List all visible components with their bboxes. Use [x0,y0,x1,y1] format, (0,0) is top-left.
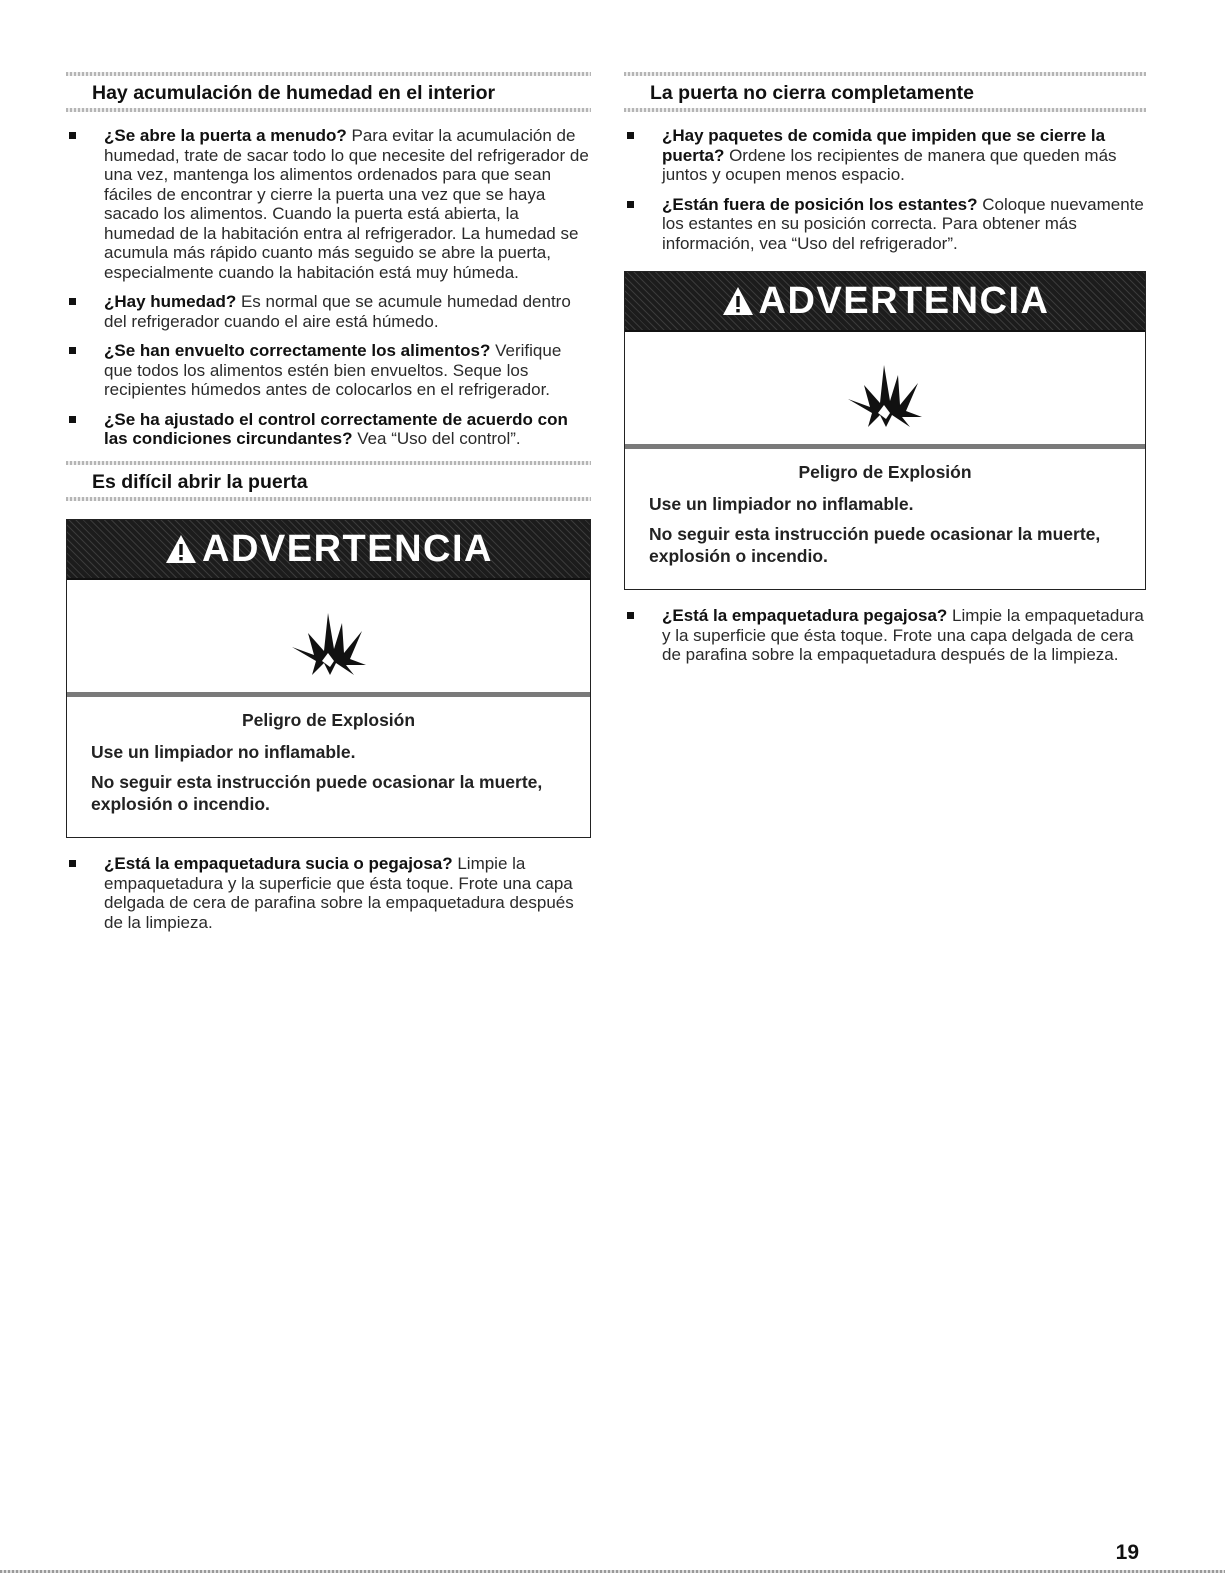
list-item [624,195,1146,254]
page-number: 19 [1115,1541,1139,1564]
warning-instruction: Use un limpiador no inflamable. [91,742,356,763]
answer-text: Vea “Uso del control”. [352,429,521,449]
section-header-humidity [66,72,591,112]
warning-instruction: Use un limpiador no inflamable. [649,494,914,515]
door-closing-list [624,126,1146,253]
warning-triangle-icon [721,285,755,317]
hazard-title: Peligro de Explosión [241,710,416,731]
section-header-door-hard-to-open [66,461,591,501]
warning-consequence: No seguir esta instrucción puede ocasionar la muerte, explosión o incendio. [649,524,1101,567]
question-text: ¿Está la empaquetadura sucia o pegajosa? [104,854,453,874]
question-text: ¿Hay paquetes de comida que impiden que se cierre la puerta? [662,126,1106,165]
warning-banner [625,272,1145,332]
bottom-divider [0,1570,1225,1573]
question-text: ¿Se ha ajustado el control correctamente de acuerdo con las condiciones circundantes? [104,409,568,449]
question-text: ¿Hay humedad? [104,292,237,312]
gasket-list [624,606,1146,665]
answer-text: Verifique que todos los alimentos estén bien envueltos. Seque los recipientes húmedos antes de colocarlos en el refrigerador. [104,341,562,400]
bullet-icon [69,298,76,305]
answer-text: Es normal que se acumule humedad dentro del refrigerador cuando el aire está húmedo. [104,292,571,331]
warning-consequence: No seguir esta instrucción puede ocasionar la muerte, explosión o incendio. [91,772,543,815]
section-title: Es difícil abrir la puerta [92,470,308,493]
bullet-icon [69,416,76,423]
warning-box [66,519,591,838]
question-text: ¿Se han envuelto correctamente los alimentos? [104,341,491,361]
explosion-icon [840,347,930,429]
list-item [66,341,591,400]
bullet-icon [627,201,634,208]
bullet-icon [627,612,634,619]
list-item [66,854,591,932]
bullet-icon [69,132,76,139]
list-item [624,126,1146,185]
answer-text: Limpie la empaquetadura y la superficie que ésta toque. Frote una capa delgada de cera de parafina sobre la empaquetadura después de la limpieza. [104,854,574,932]
door-list [66,854,591,932]
section-title: La puerta no cierra completamente [650,82,975,104]
list-item [66,126,591,282]
section-header-door-not-closing [624,72,1146,112]
right-column [624,72,1146,677]
bullet-icon [69,347,76,354]
answer-text: Coloque nuevamente los estantes en su posición correcta. Para obtener más información, vea “Uso del refrigerador”. [662,194,1144,253]
humidity-list [66,126,591,449]
left-column [66,72,591,944]
question-text: ¿Está la empaquetadura pegajosa? [662,606,948,626]
explosion-icon [284,595,374,677]
question-text: ¿Se abre la puerta a menudo? [104,126,347,146]
section-title: Hay acumulación de humedad en el interior [92,82,496,104]
answer-text: Ordene los recipientes de manera que queden más juntos y ocupen menos espacio. [662,145,1117,185]
warning-banner [67,520,590,580]
list-item [624,606,1146,665]
bullet-icon [69,860,76,867]
warning-triangle-icon [164,533,198,565]
warning-banner-text: ADVERTENCIA [202,527,493,570]
question-text: ¿Están fuera de posición los estantes? [662,194,978,214]
bullet-icon [627,132,634,139]
warning-banner-text: ADVERTENCIA [758,279,1050,322]
list-item [66,410,591,449]
warning-box [624,271,1146,590]
answer-text: Para evitar la acumulación de humedad, trate de sacar todo lo que necesite del refrigerador de una vez, mantenga los alimentos ordenados para que sean fáciles de encontrar y cierre la puerta una vez que se haya sacado los alimentos. Cuando la puerta está abierta, la humedad de la habitación entra al refrigerador. La humedad se acumula más rápido cuanto más seguido se abre la puerta, especialmente cuando la habitación está muy húmeda. [104,126,589,282]
answer-text: Limpie la empaquetadura y la superficie que ésta toque. Frote una capa delgada de cera de parafina sobre la empaquetadura después de la limpieza. [662,606,1144,665]
list-item [66,292,591,331]
hazard-title: Peligro de Explosión [798,462,972,483]
